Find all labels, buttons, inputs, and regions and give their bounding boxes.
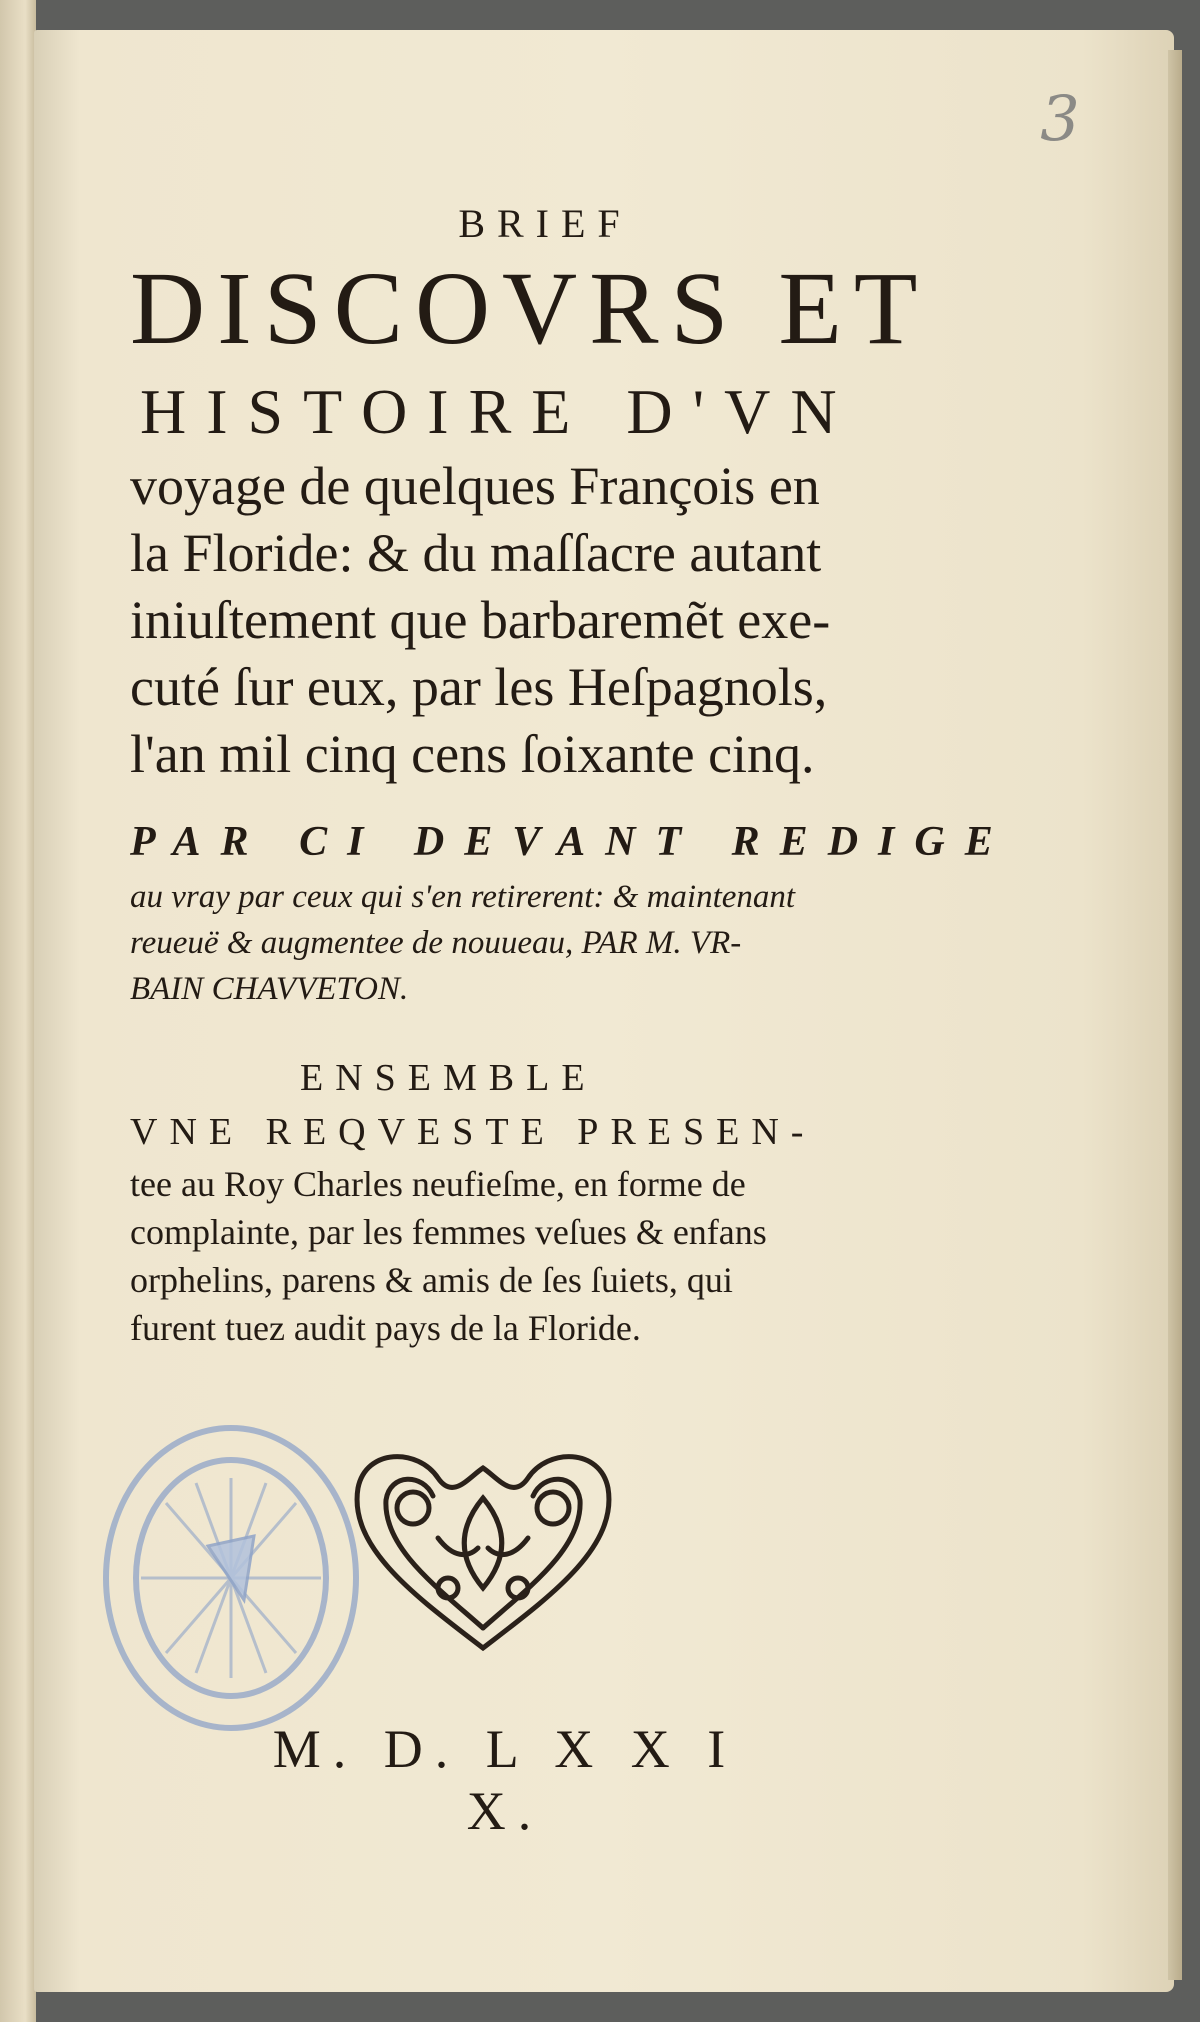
title-body-line: la Floride: & du maſſacre autant [130, 523, 822, 583]
facing-page-edge [0, 0, 36, 2022]
ensemble-heading: ENSEMBLE [300, 1057, 597, 1099]
title-body-line: voyage de quelques François en [130, 456, 820, 516]
author-line: reueuë & augmentee de nouueau, PAR M. VR- [130, 925, 742, 961]
page-edge [1168, 50, 1182, 1980]
printer-ornament [338, 1438, 628, 1658]
requeste-line: furent tuez audit pays de la Floride. [130, 1308, 641, 1348]
author-heading: PAR CI DEVANT REDIGE [130, 819, 1013, 865]
requeste-line: complainte, par les femmes veſues & enfans [130, 1212, 767, 1252]
author-line: au vray par ceux qui s'en retirerent: & maintenant [130, 879, 796, 915]
requeste-line: orphelins, parens & amis de ſes ſuiets, qui [130, 1260, 733, 1300]
title-line-brief: BRIEF [458, 201, 632, 246]
imprint-date: M. D. L X X I X. [272, 1719, 738, 1841]
library-stamp [96, 1418, 366, 1738]
title-body-line: iniuſtement que barbaremẽt exe- [130, 590, 831, 650]
title-body [130, 453, 920, 788]
title-block [130, 200, 1013, 1352]
page-number: 3 [1040, 82, 1080, 155]
author-line: BAIN CHAVVETON. [130, 971, 409, 1007]
requeste-line: tee au Roy Charles neufieſme, en forme de [130, 1164, 746, 1204]
author-statement [130, 874, 920, 1012]
requeste-text [130, 1160, 920, 1352]
title-line-discours: DISCOVRS ET [130, 251, 930, 366]
title-line-histoire: HISTOIRE D'VN [140, 376, 857, 447]
title-body-line: l'an mil cinq cens ſoixante cinq. [130, 724, 815, 784]
title-body-line: cuté ſur eux, par les Heſpagnols, [130, 657, 828, 717]
requeste-heading: VNE REQVESTE PRESEN- [130, 1111, 816, 1153]
